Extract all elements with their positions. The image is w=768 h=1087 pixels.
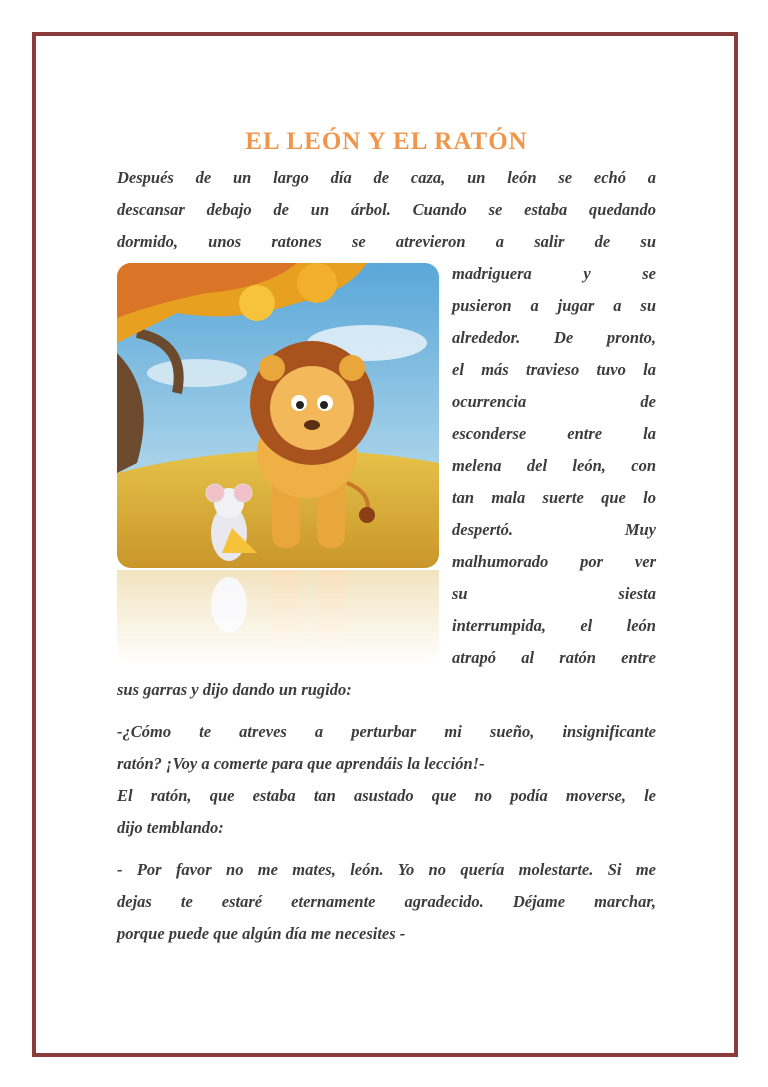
text-line: madriguera y se [452,264,656,283]
text-line: interrumpida, el león [452,616,656,635]
text-line: atrapó al ratón entre [452,648,656,667]
text-line: dijo temblando: [117,818,224,837]
text-line: - Por favor no me mates, león. Yo no quería molestarte. Si me [117,860,656,879]
text-line: despertó. Muy [452,520,656,539]
lion-mouse-illustration [117,263,439,568]
text-line: pusieron a jugar a su [452,296,656,315]
text-line: malhumorado por ver [452,552,656,571]
text-line: El ratón, que estaba tan asustado que no podía moverse, le [117,786,656,805]
text-line: el más travieso tuvo la [452,360,656,379]
text-line: ratón? ¡Voy a comerte para que aprendáis la lección!- [117,754,485,773]
text-line: dejas te estaré eternamente agradecido. Déjame marchar, [117,892,656,911]
text-line: esconderse entre la [452,424,656,443]
text-line: dormido, unos ratones se atrevieron a salir de su [117,232,656,251]
text-line: Después de un largo día de caza, un león se echó a [117,168,656,187]
text-line: sus garras y dijo dando un rugido: [117,680,352,699]
text-line: porque puede que algún día me necesites - [117,924,406,943]
story-title: EL LEÓN Y EL RATÓN [245,128,528,155]
text-line: descansar debajo de un árbol. Cuando se estaba quedando [117,200,656,219]
text-line: tan mala suerte que lo [452,488,656,507]
text-line: -¿Cómo te atreves a perturbar mi sueño, insignificante [117,722,656,741]
text-line: alrededor. De pronto, [452,328,656,347]
text-line: ocurrencia de [452,392,656,411]
text-line: melena del león, con [452,456,656,475]
text-line: su siesta [452,584,656,603]
illustration-reflection [117,570,439,665]
